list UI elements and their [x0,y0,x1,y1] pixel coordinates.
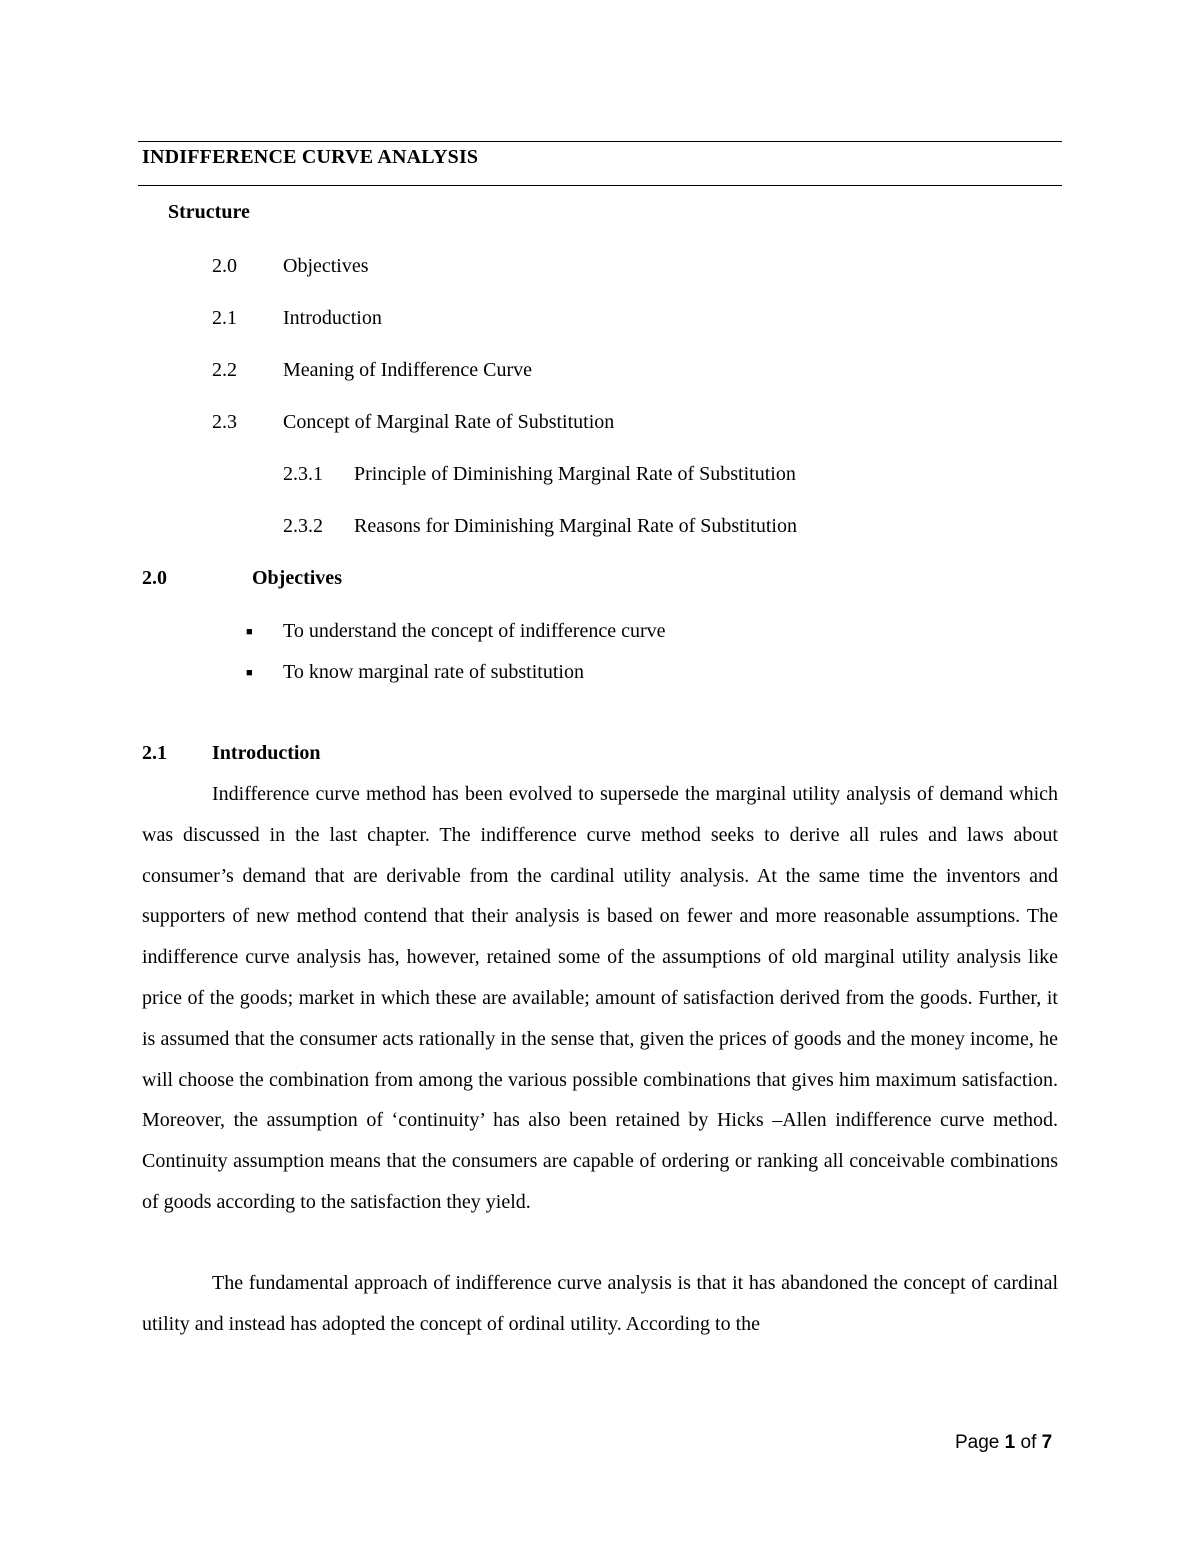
toc-sub-entry-principle: Principle of Diminishing Marginal Rate of Substitution [354,463,796,485]
section-title-objectives: Objectives [252,567,342,589]
toc-number: 2.0 [212,255,237,277]
toc-entry-meaning: Meaning of Indifference Curve [283,359,532,381]
toc-entry-mrs: Concept of Marginal Rate of Substitution [283,411,615,433]
toc-entry-introduction: Introduction [283,307,382,329]
footer-of-word: of [1020,1432,1037,1453]
introduction-paragraph-2: The fundamental approach of indifference curve analysis is that it has abandoned the concept of cardinal utility and instead has adopted the concept of ordinal utility. According to the [142,1272,1058,1335]
bullet-icon: ■ [246,667,253,679]
footer-total-pages: 7 [1041,1432,1053,1453]
title-bottom-rule [138,185,1062,186]
objective-item: To understand the concept of indifference curve [283,620,666,642]
objective-item: To know marginal rate of substitution [283,661,584,683]
toc-number: 2.3 [212,411,237,433]
toc-sub-entry-reasons: Reasons for Diminishing Marginal Rate of Substitution [354,515,797,537]
introduction-paragraph-1: Indifference curve method has been evolved to supersede the marginal utility analysis of demand which was discussed in the last chapter. The indifference curve method seeks to derive all rules and laws about consumer’s demand that are derivable from the cardinal utility analysis. At the same time the inventors and supporters of new method contend that their analysis is based on fewer and more reasonable assumptions. The indifference curve analysis has, however, retained some of the assumptions of old marginal utility analysis like price of the goods; market in which these are available; amount of satisfaction derived from the goods. Further, it is assumed that the consumer acts rationally in the sense that, given the prices of goods and the money income, he will choose the combination from among the various possible combinations that gives him maximum satisfaction. Moreover, the assumption of ‘continuity’ has also been retained by Hicks –Allen indifference curve method. Continuity assumption means that the consumers are capable of ordering or ranking all conceivable combinations of goods according to the satisfaction they yield. [142,783,1058,1213]
toc-number: 2.1 [212,307,237,329]
structure-heading: Structure [168,201,250,223]
page-footer [955,1432,1052,1454]
toc-number: 2.2 [212,359,237,381]
document-title: INDIFFERENCE CURVE ANALYSIS [142,146,479,168]
section-number: 2.1 [142,742,167,764]
section-title-introduction: Introduction [212,742,321,764]
toc-sub-number: 2.3.1 [283,463,323,485]
top-rule [138,141,1062,142]
footer-current-page: 1 [1004,1432,1016,1453]
footer-page-word: Page [955,1432,1000,1453]
section-number: 2.0 [142,567,167,589]
toc-entry-objectives: Objectives [283,255,369,277]
toc-sub-number: 2.3.2 [283,515,323,537]
bullet-icon: ■ [246,626,253,638]
